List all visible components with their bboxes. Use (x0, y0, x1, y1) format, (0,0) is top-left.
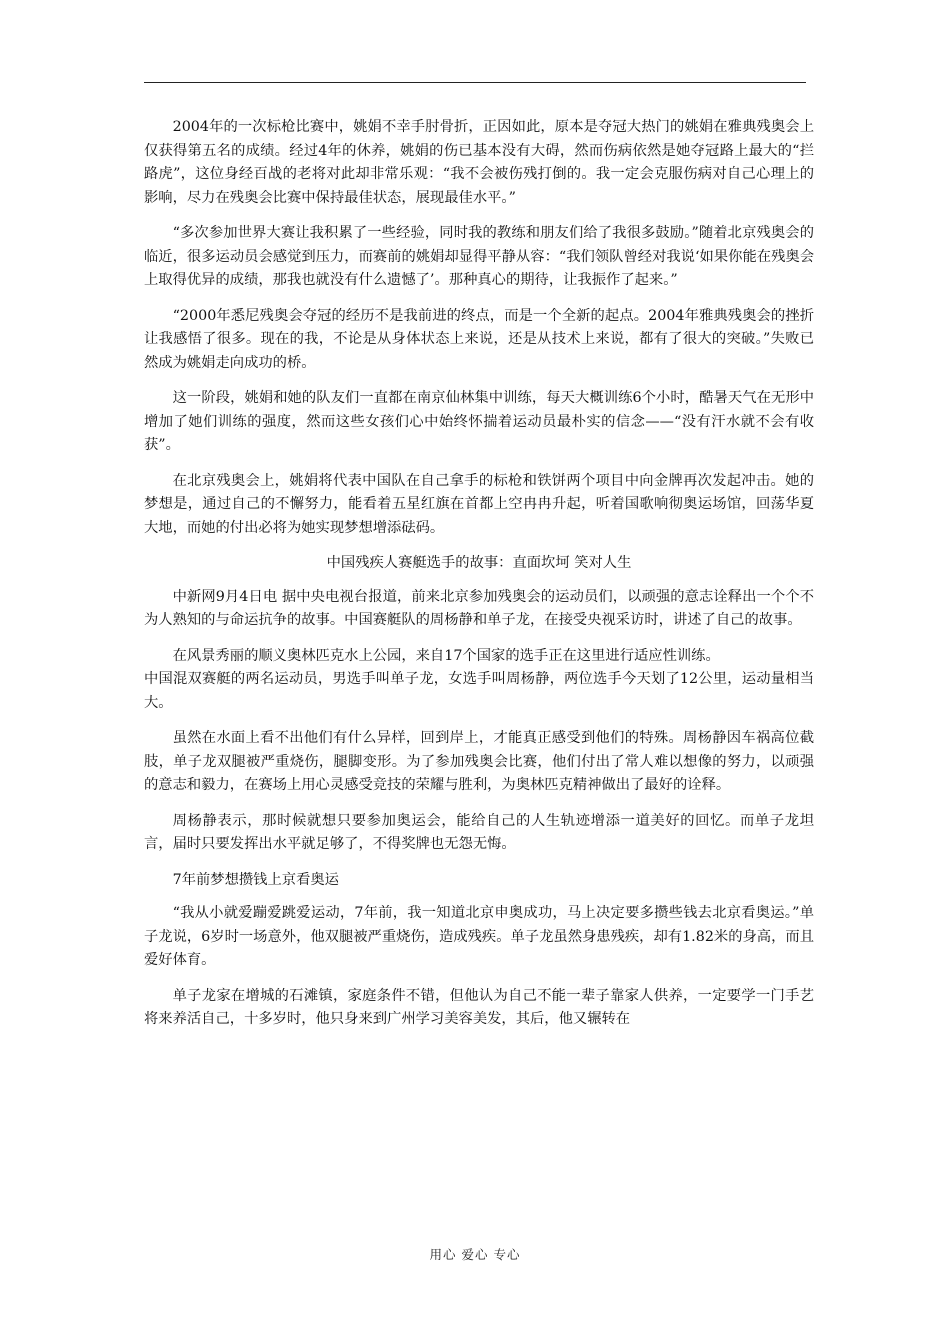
paragraph: 单子龙家在增城的石滩镇，家庭条件不错，但他认为自己不能一辈子靠家人供养，一定要学一门手艺将来养活自己，十多岁时，他只身来到广州学习美容美发，其后，他又辗转在 (144, 987, 814, 1027)
paragraph: 在风景秀丽的顺义奥林匹克水上公园，来自17个国家的选手正在这里进行适应性训练。 (172, 647, 720, 664)
paragraph: 中新网9月4日电 据中央电视台报道，前来北京参加残奥会的运动员们，以顽强的意志诠释出一个个不为人熟知的与命运抗争的故事。中国赛艇队的周杨静和单子龙，在接受央视采访时，讲述了自己的故事。 (144, 588, 814, 628)
paragraph: 这一阶段，姚娟和她的队友们一直都在南京仙林集中训练，每天大概训练6个小时，酷暑天气在无形中增加了她们训练的强度，然而这些女孩们心中始终怀揣着运动员最朴实的信念——“没有汗水就不会有收获”。 (144, 390, 814, 453)
paragraph: “2000年悉尼残奥会夺冠的经历不是我前进的终点，而是一个全新的起点。2004年雅典残奥会的挫折让我感悟了很多。现在的我，不论是从身体状态上来说，还是从技术上来说，都有了很大的突破。”失败已然成为姚娟走向成功的桥。 (144, 307, 814, 371)
paragraph: 虽然在水面上看不出他们有什么异样，回到岸上，才能真正感受到他们的特殊。周杨静因车祸高位截肢，单子龙双腿被严重烧伤，腿脚变形。为了参加残奥会比赛，他们付出了常人难以想像的努力，以顽强的意志和毅力，在赛场上用心灵感受竞技的荣耀与胜利，为奥林匹克精神做出了最好的诠释。 (144, 730, 814, 793)
document-body (144, 116, 814, 1044)
paragraph: “多次参加世界大赛让我积累了一些经验，同时我的教练和朋友们给了我很多鼓励。”随着北京残奥会的临近，很多运动员会感觉到压力，而赛前的姚娟却显得平静从容：“我们领队曾经对我说‘如果你能在残奥会上取得优异的成绩，那我也就没有什么遗憾了’。那种真心的期待，让我振作了起来。” (144, 225, 814, 288)
subheading: 7年前梦想攒钱上京看奥运 (172, 871, 339, 888)
paragraph: 2004年的一次标枪比赛中，姚娟不幸手肘骨折，正因如此，原本是夺冠大热门的姚娟在雅典残奥会上仅获得第五名的成绩。经过4年的休养，姚娟的伤已基本没有大碍，然而伤病依然是她夺冠路上最大的“拦路虎”，这位身经百战的老将对此却非常乐观：“我不会被伤残打倒的。我一定会克服伤病对自己心理上的影响，尽力在残奥会比赛中保持最佳状态，展现最佳水平。” (144, 119, 814, 206)
paragraph: 在北京残奥会上，姚娟将代表中国队在自己拿手的标枪和铁饼两个项目中向金牌再次发起冲击。她的梦想是，通过自己的不懈努力，能看着五星红旗在首都上空冉冉升起，听着国歌响彻奥运场馆，回荡华夏大地，而她的付出必将为她实现梦想增添砝码。 (144, 472, 814, 536)
page-footer: 用心 爱心 专心 (429, 1247, 521, 1262)
paragraph: 中国混双赛艇的两名运动员，男选手叫单子龙，女选手叫周杨静，两位选手今天划了12公里，运动量相当大。 (144, 671, 814, 711)
paragraph: “我从小就爱蹦爱跳爱运动，7年前，我一知道北京申奥成功，马上决定要多攒些钱去北京看奥运。”单子龙说，6岁时一场意外，他双腿被严重烧伤，造成残疾。单子龙虽然身患残疾，却有1.82米的身高，而且爱好体育。 (144, 905, 814, 968)
header-rule (144, 82, 806, 83)
section-title: 中国残疾人赛艇选手的故事：直面坎坷 笑对人生 (326, 555, 632, 571)
paragraph: 周杨静表示，那时候就想只要参加奥运会，能给自己的人生轨迹增添一道美好的回忆。而单子龙坦言，届时只要发挥出水平就足够了，不得奖牌也无怨无悔。 (144, 812, 814, 852)
